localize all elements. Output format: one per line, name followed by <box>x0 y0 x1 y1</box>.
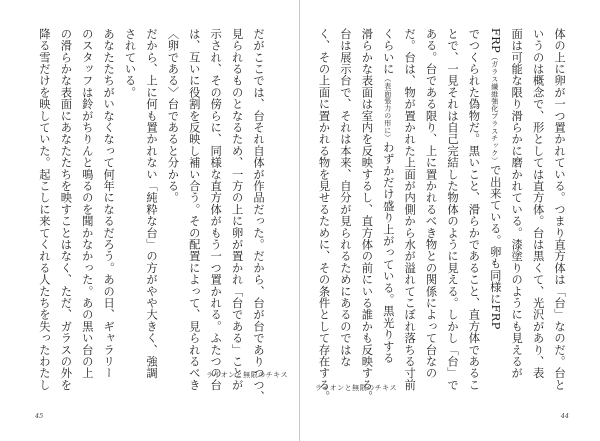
text-line: でつくられた偽物だ。黒いこと、滑らかであること、直方体であるこ <box>467 28 481 391</box>
text-line: 見られるものとなるため、一方の上に卵が置かれ「台である」ことが <box>230 28 244 391</box>
text-line: だがここでは、台それ自体が作品だった。だから、台が台でありつつ、 <box>252 28 265 403</box>
text-line: だ。台は、物が置かれた上面が内側から水が溢れてこぼれ落ちる寸前 <box>403 28 417 391</box>
text-line: とで、一見それは自己完結した物体のように見える。しかし「台」で <box>445 28 459 391</box>
text-line: 台は展示台で、それは本来、自分が見られるためにあるのではな <box>338 28 352 368</box>
text-line: のスタッフは鈴がちりんと鳴るのを聞かなかった。あの黒い台の上 <box>80 28 94 379</box>
inline-annotation: （表面張力の形に） <box>383 74 392 142</box>
text-line: 体の上に卵が一つ置かれている。つまり直方体は「台」なのだ。台と <box>553 28 566 391</box>
page-number: 45 <box>35 412 44 420</box>
right-page <box>300 0 599 441</box>
inline-annotation: （ガラス繊維強化プラスチック） <box>490 53 499 165</box>
text-segment: で出来ている。卵も同様にFRP <box>488 164 502 330</box>
text-segment: わずかだけ盛り上がっている。黒光りする <box>381 141 395 364</box>
text-line: ある。台である限り、上に置かれるべき物との関係によって台なの <box>424 28 438 379</box>
running-title: ライオンと無限のチキス <box>206 371 288 379</box>
running-title: ライオンと無限のチキス <box>315 384 397 392</box>
text-line: 滑らかな表面は室内を反映するし、直方体の前にいる誰かも反映する。 <box>360 28 374 403</box>
text-line: の滑らかな表面にあなたたちを映すことはなく、ただ、ガラスの外を <box>59 28 73 391</box>
text-line <box>484 28 505 330</box>
left-page <box>0 0 299 441</box>
text-line: あなたたちがいなくなって何年になるだろう。あの日、ギャラリー <box>102 28 116 379</box>
text-line <box>377 28 398 364</box>
text-line: だから、上に何も置かれない「純粋な台」の方がやや大きく、強調 <box>144 28 158 379</box>
text-line: く、その上面に置かれる物を見せるために、その条件として存在する。 <box>317 28 331 403</box>
text-line: 降る雪だけを映していた。起こしに来てくれる人たちを失ったわたし <box>37 28 51 391</box>
text-line: 示され、その傍らに、同様な直方体がもう一つ置かれる。ふたつの台 <box>209 28 223 391</box>
text-line: されている。 <box>123 28 137 99</box>
text-line: 面は可能な限り滑らかに磨かれている。漆塗りのようにも見えるが <box>510 28 524 379</box>
text-segment: くらいに <box>381 28 395 75</box>
page-number: 44 <box>560 412 569 420</box>
text-segment: FRP <box>488 28 502 54</box>
text-line: 〈卵である〉台であると分かる。 <box>166 28 180 204</box>
text-line: いうのは概念で、形としては直方体。台は黒くて、光沢があり、表 <box>531 28 545 379</box>
text-line: は、互いに役割を反映し補い合う。その配置によって、見られるべき <box>187 28 201 391</box>
